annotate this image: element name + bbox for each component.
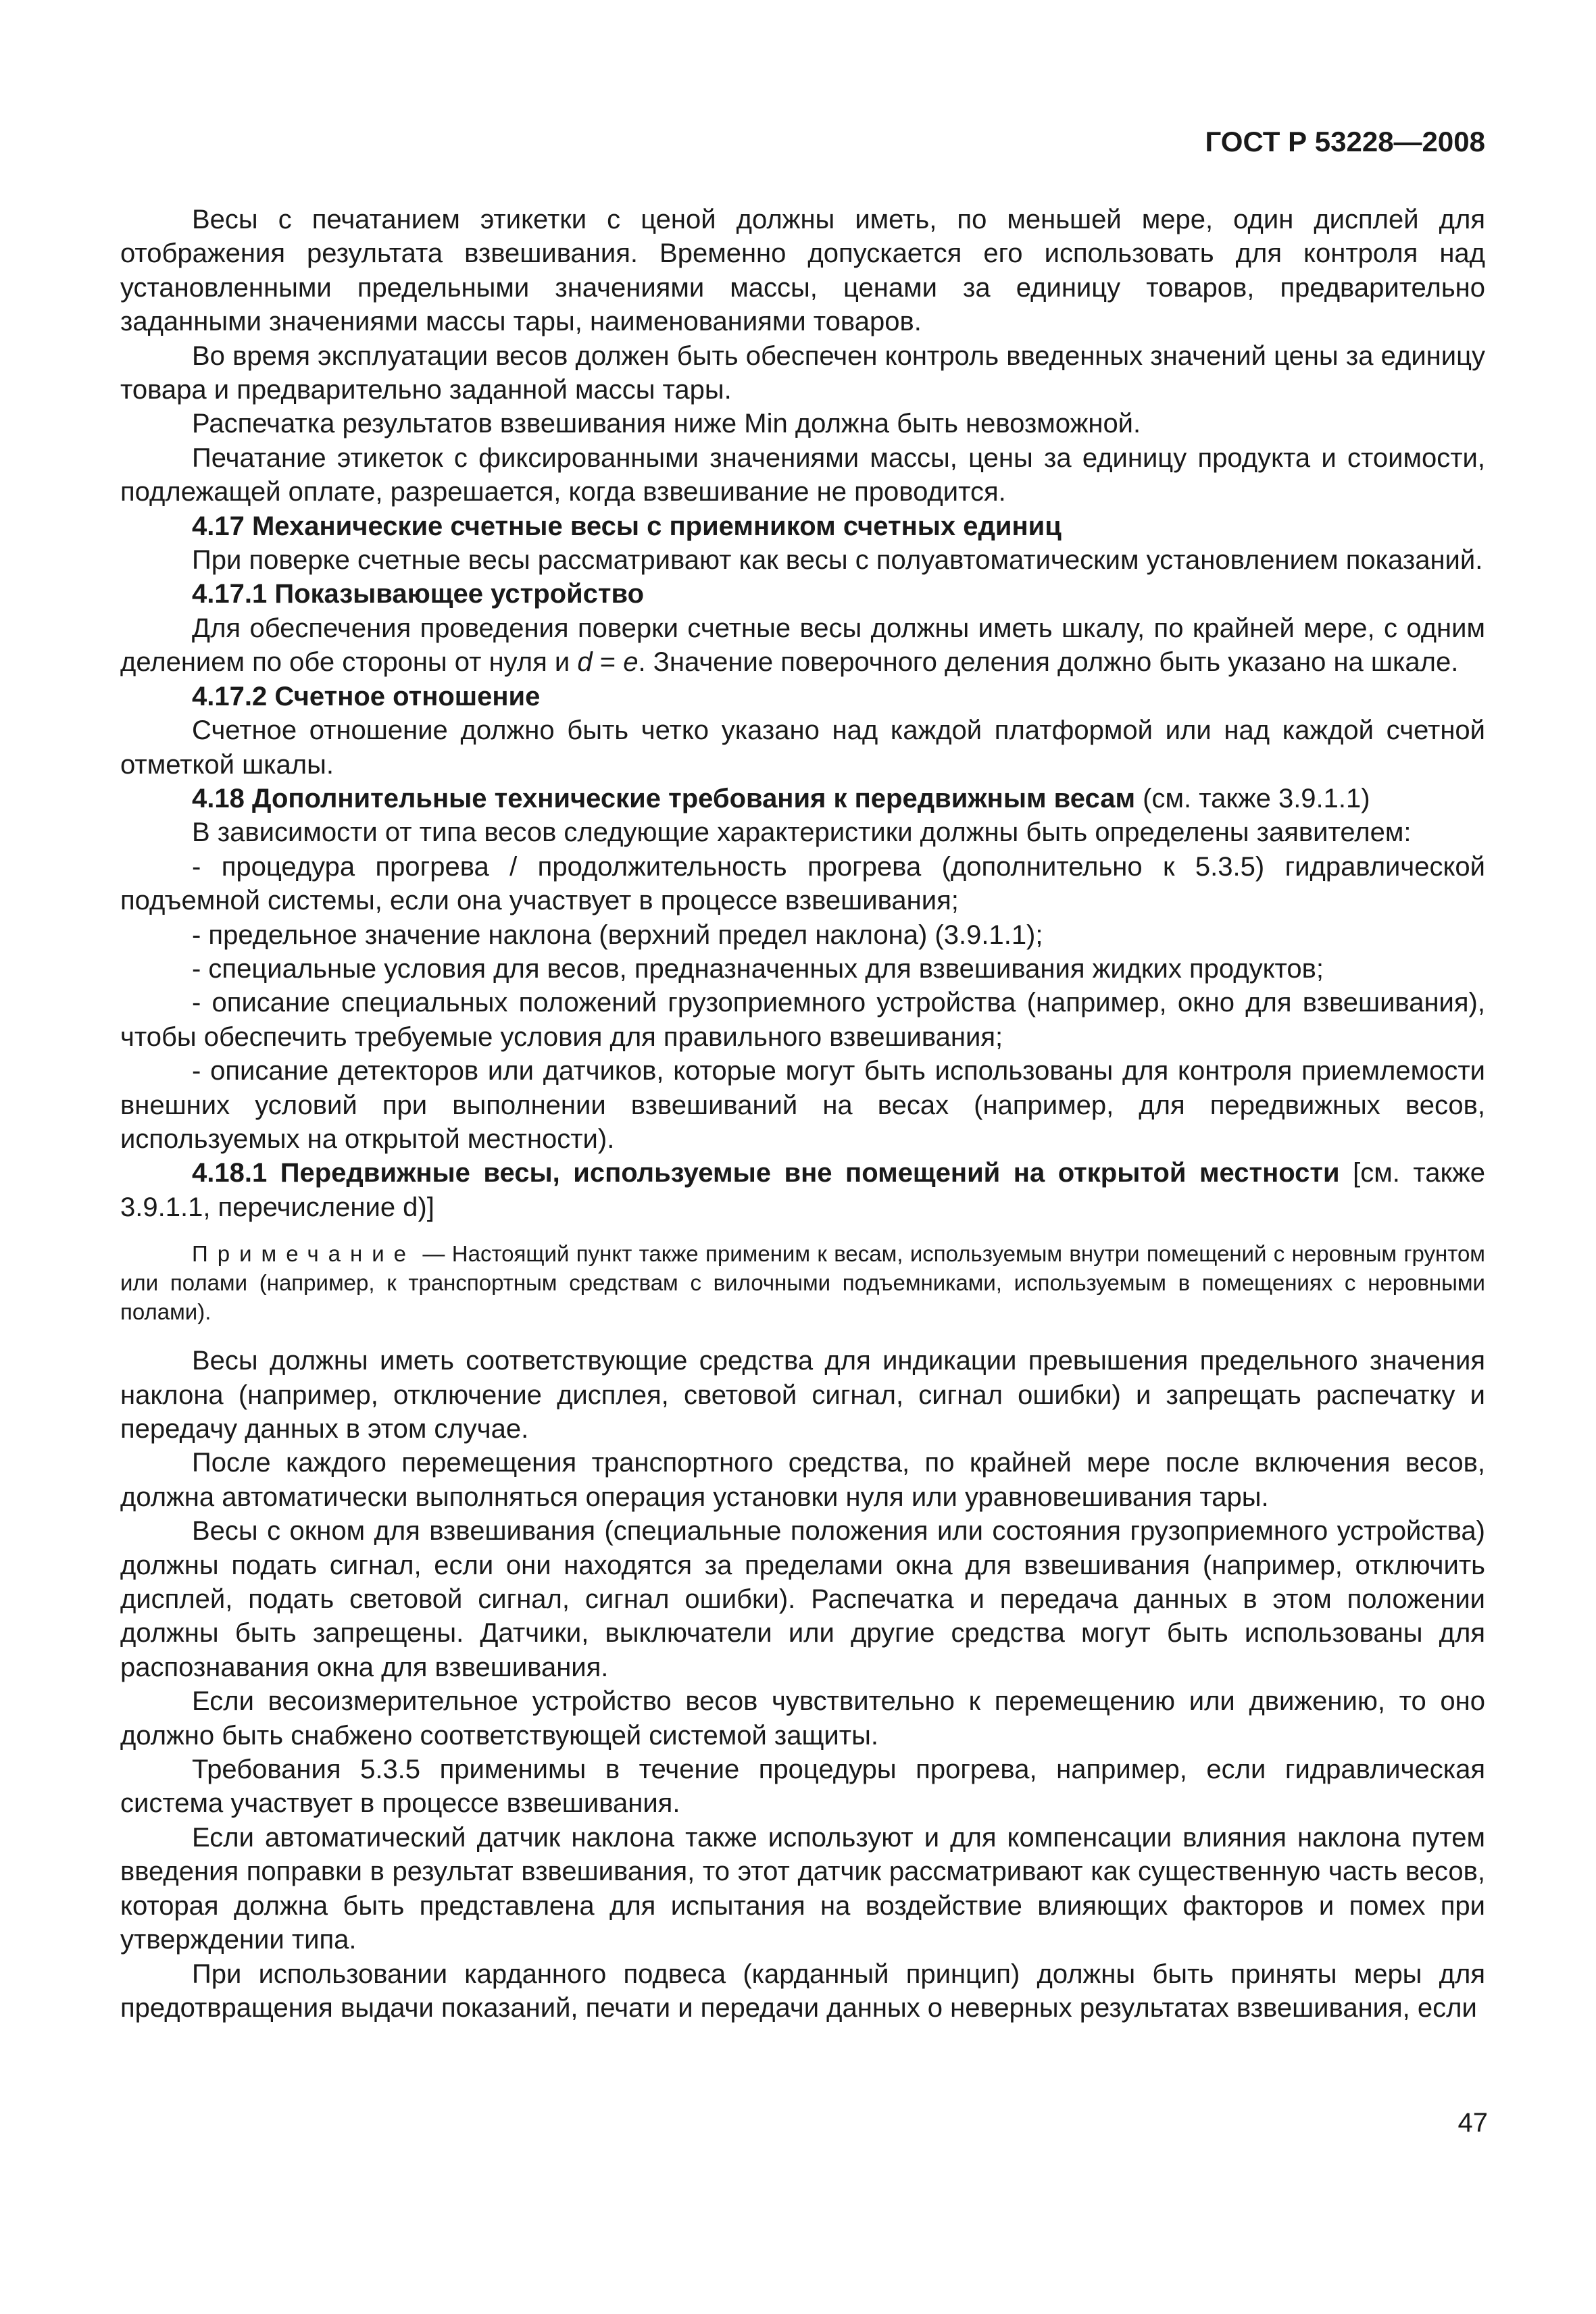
paragraph: Во время эксплуатации весов должен быть обеспечен контроль введенных значений цены за единицу товара и предварительно заданной массы тары.: [120, 341, 1485, 405]
list-item: - описание специальных положений грузоприемного устройства (например, окно для взвешивания), чтобы обеспечить требуемые условия для правильного взвешивания;: [120, 988, 1485, 1052]
note: [120, 1239, 1485, 1326]
text-run: Для обеспечения проведения поверки счетные весы должны иметь шкалу, по крайней мере, с одним делением по обе стороны от нуля и: [120, 613, 1485, 678]
paragraph: В зависимости от типа весов следующие характеристики должны быть определены заявителем:: [192, 818, 1412, 848]
paragraph: Счетное отношение должно быть четко указано над каждой платформой или над каждой счетной отметкой шкалы.: [120, 715, 1485, 780]
heading-text: 4.18 Дополнительные технические требования к передвижным весам: [192, 783, 1136, 813]
list-item: - специальные условия для весов, предназначенных для взвешивания жидких продуктов;: [192, 953, 1324, 984]
paragraph: Печатание этикеток с фиксированными значениями массы, цены за единицу продукта и стоимости, подлежащей оплате, разрешается, когда взвешивание не проводится.: [120, 443, 1485, 507]
document-body: [120, 203, 1485, 2025]
paragraph: Весы с печатанием этикетки с ценой должны иметь, по меньшей мере, один дисплей для отображения результата взвешивания. Временно допускается его использовать для контроля над установленными предельными значениями массы, ценами за единицу товаров, предварительно заданными значениями массы тары, наименованиями товаров.: [120, 205, 1485, 337]
note-label: Примечание: [192, 1241, 416, 1267]
paragraph-indicating-device: [120, 611, 1485, 680]
paragraph: При поверке счетные весы рассматривают как весы с полуавтоматическим установлением показаний.: [192, 545, 1483, 576]
section-heading-4-18-1: [120, 1156, 1485, 1224]
section-heading-4-17-1: 4.17.1 Показывающее устройство: [192, 579, 645, 609]
paragraph: Весы должны иметь соответствующие средства для индикации превышения предельного значения наклона (например, отключение дисплея, световой сигнал, сигнал ошибки) и запрещать распечатку и передачу данных в этом случае.: [120, 1346, 1485, 1444]
heading-reference: [см. также 3.9.1.1, перечисление d)]: [120, 1158, 1485, 1222]
paragraph: Требования 5.3.5 применимы в течение процедуры прогрева, например, если гидравлическая система участвует в процессе взвешивания.: [120, 1755, 1485, 1819]
paragraph: Если автоматический датчик наклона также используют и для компенсации влияния наклона путем введения поправки в результат взвешивания, то этот датчик рассматривают как существенную часть весов, которая должна быть представлена для испытания на воздействие влияющих факторов и помех при утверждении типа.: [120, 1822, 1485, 1955]
page-number: 47: [1457, 2108, 1488, 2138]
list-item: - описание детекторов или датчиков, которые могут быть использованы для контроля приемлемости внешних условий при выполнении взвешиваний на весах (например, для передвижных весов, используемых на открытой местности).: [120, 1056, 1485, 1154]
list-item: - процедура прогрева / продолжительность прогрева (дополнительно к 5.3.5) гидравлической подъемной системы, если она участвует в процессе взвешивания;: [120, 851, 1485, 916]
heading-text: 4.18.1 Передвижные весы, используемые вне помещений на открытой местности: [192, 1158, 1340, 1188]
note-text: — Настоящий пункт также применим к весам, используемым внутри помещений с неровным грунтом или полами (например, к транспортным средствам с вилочными подъемниками, используемым в помещениях с неровными полами).: [120, 1241, 1485, 1325]
section-heading-4-17: 4.17 Механические счетные весы с приемником счетных единиц: [192, 511, 1062, 541]
paragraph: После каждого перемещения транспортного средства, по крайней мере после включения весов, должна автоматически выполняться операция установки нуля или уравновешивания тары.: [120, 1448, 1485, 1512]
section-heading-4-18: [120, 782, 1485, 815]
document-standard-id: ГОСТ Р 53228—2008: [1205, 126, 1485, 157]
paragraph: Весы с окном для взвешивания (специальные положения или состояния грузоприемного устройства) должны подать сигнал, если они находятся за пределами окна для взвешивания (например, отключить дисплей, подать световой сигнал, сигнал ошибки). Распечатка и передача данных в этом положении должны быть запрещены. Датчики, выключатели или другие средства могут быть использованы для распознавания окна для взвешивания.: [120, 1516, 1485, 1682]
paragraph: Распечатка результатов взвешивания ниже Min должна быть невозможной.: [192, 409, 1141, 439]
text-run: . Значение поверочного деления должно быть указано на шкале.: [638, 647, 1459, 678]
variable-e: e: [623, 647, 639, 678]
paragraph: При использовании карданного подвеса (карданный принцип) должны быть приняты меры для предотвращения выдачи показаний, печати и передачи данных о неверных результатах взвешивания, если: [120, 1959, 1485, 2023]
list-item: - предельное значение наклона (верхний предел наклона) (3.9.1.1);: [192, 920, 1043, 950]
heading-reference: (см. также 3.9.1.1): [1135, 783, 1370, 813]
variable-d: d: [577, 647, 593, 678]
text-run: =: [592, 647, 624, 678]
section-heading-4-17-2: 4.17.2 Счетное отношение: [192, 681, 541, 711]
paragraph: Если весоизмерительное устройство весов чувствительно к перемещению или движению, то оно должно быть снабжено соответствующей системой защиты.: [120, 1686, 1485, 1751]
